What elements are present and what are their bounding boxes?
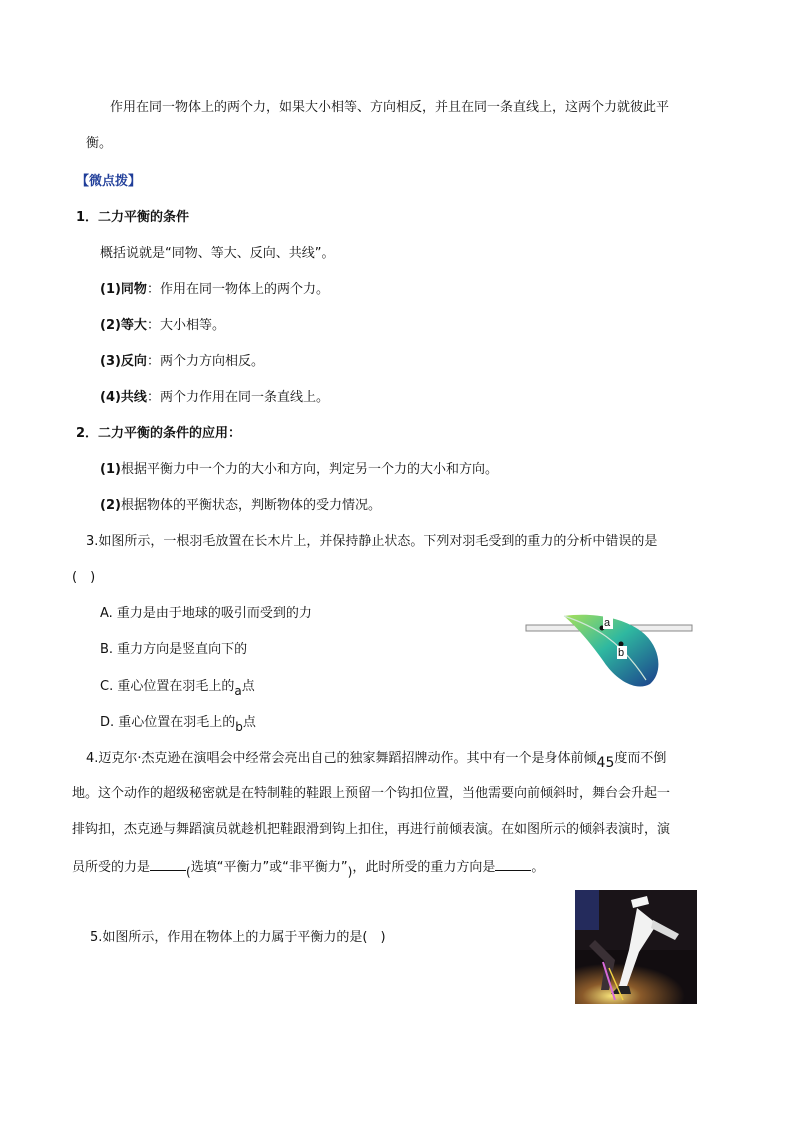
option-sub: a <box>234 684 242 698</box>
item-text: ：作用在同一物体上的两个力。 <box>146 282 329 297</box>
option-tail: 点 <box>241 679 255 694</box>
point-b-label: b <box>618 647 625 659</box>
item-label: (4)共线 <box>100 390 147 405</box>
q4-paren-close: ) <box>347 865 353 879</box>
intro-line-2: 衡。 <box>86 136 113 151</box>
q3-option-a: A. 重力是由于地球的吸引而受到的力 <box>100 606 312 621</box>
section-2-item-2 <box>100 496 381 516</box>
stage-screen <box>575 890 599 930</box>
section-1-item-2 <box>100 316 225 336</box>
answer-blank-1[interactable] <box>150 856 186 871</box>
point-b-marker <box>619 642 624 647</box>
section-1-item-1 <box>100 280 329 300</box>
section-2-item-1 <box>100 460 498 480</box>
point-a-label: a <box>604 617 611 629</box>
q3-option-d <box>100 712 256 733</box>
item-text: ：大小相等。 <box>146 318 225 333</box>
option-tail: 点 <box>242 715 256 730</box>
section-1-item-3 <box>100 352 264 372</box>
q4-line-4 <box>72 856 544 878</box>
intro-line-1: 作用在同一物体上的两个力，如果大小相等、方向相反，并且在同一条直线上，这两个力就彼此平 <box>110 100 670 115</box>
q3-stem: 3.如图所示，一根羽毛放置在长木片上，并保持静止状态。下列对羽毛受到的重力的分析中错误的是 <box>86 534 658 549</box>
item-text: ：两个力作用在同一条直线上。 <box>146 390 329 405</box>
item-label: (3)反向 <box>100 354 147 369</box>
item-text: 根据物体的平衡状态，判断物体的受力情况。 <box>120 498 381 513</box>
item-label: (2)等大 <box>100 318 147 333</box>
q5-stem: 5.如图所示，作用在物体上的力属于平衡力的是( ) <box>90 930 386 945</box>
section-1-title: 1．二力平衡的条件 <box>76 210 190 225</box>
q4-text: ，此时所受的重力方向是 <box>352 860 496 875</box>
item-label: (1)同物 <box>100 282 147 297</box>
section-2-title: 2．二力平衡的条件的应用： <box>76 426 242 441</box>
dancer-photo <box>575 890 697 1004</box>
section-1-summary: 概括说就是“同物、等大、反向、共线”。 <box>100 246 335 261</box>
q4-line-1 <box>86 748 666 769</box>
q4-text: 员所受的力是 <box>72 860 151 875</box>
q4-paren-open: ( <box>186 865 191 879</box>
item-label: (1) <box>100 462 121 477</box>
q4-text: 4.迈克尔·杰克逊在演唱会中经常会亮出自己的独家舞蹈招牌动作。其中有一个是身体前倾 <box>86 751 597 766</box>
item-text: ：两个力方向相反。 <box>146 354 264 369</box>
q4-hint: 选填“平衡力”或“非平衡力” <box>190 860 348 875</box>
q4-line-3: 排钩扣，杰克逊与舞蹈演员就趁机把鞋跟滑到钩上扣住，再进行前倾表演。在如图所示的倾斜表演时，演 <box>72 822 671 837</box>
q4-angle: 45 <box>596 755 615 771</box>
section-1-item-4 <box>100 388 329 408</box>
answer-blank-2[interactable] <box>495 856 531 871</box>
item-label: (2) <box>100 498 121 513</box>
q4-line-2: 地。这个动作的超级秘密就是在特制鞋的鞋跟上预留一个钩扣位置，当他需要向前倾斜时，舞台会升起一 <box>72 786 671 801</box>
q3-option-c <box>100 676 255 697</box>
option-text: C. 重心位置在羽毛上的 <box>100 679 235 694</box>
tip-heading: 【微点拨】 <box>76 174 142 189</box>
feather-figure <box>524 610 696 694</box>
q3-option-b: B. 重力方向是竖直向下的 <box>100 642 248 657</box>
q4-text: 度而不倒 <box>614 751 667 766</box>
item-text: 根据平衡力中一个力的大小和方向，判定另一个力的大小和方向。 <box>120 462 498 477</box>
option-sub: b <box>235 720 243 734</box>
q4-text: 。 <box>531 860 545 875</box>
q3-paren: ( ) <box>72 570 96 585</box>
option-text: D. 重心位置在羽毛上的 <box>100 715 236 730</box>
